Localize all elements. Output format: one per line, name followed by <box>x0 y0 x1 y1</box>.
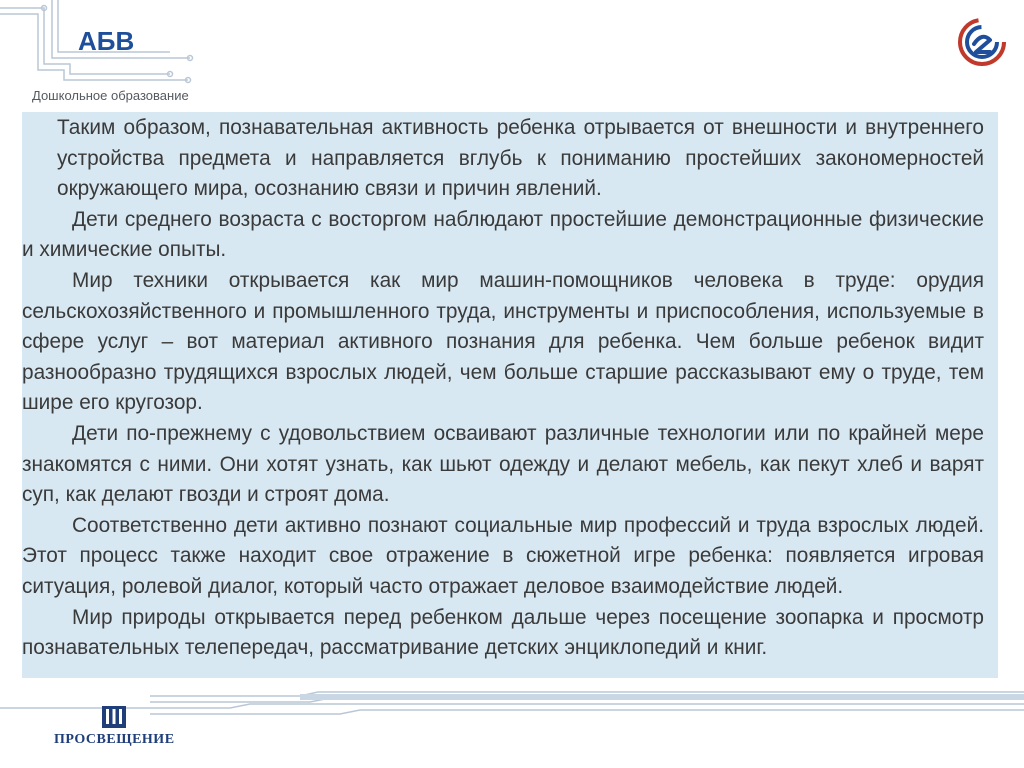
body-text <box>22 113 984 664</box>
paragraph: Дети по-прежнему с удовольствием осваивают различные технологии или по крайней мере знакомятся с ними. Они хотят узнать, как шьют одежду и делают мебель, как пекут хлеб и варят суп, как делают гвозди и строят дома. <box>22 421 984 507</box>
paragraph: Мир техники открывается как мир машин-помощников человека в труде: орудия сельскохозяйственного и промышленного труда, инструменты и приспособления, используемые в сфере услуг – вот материал активного познания для ребенка. Чем больше ребенок видит разнообразно трудящихся взрослых людей, чем больше старшие рассказывают ему о труде, тем шире его кругозор. <box>22 268 984 415</box>
publisher-logo-icon <box>100 704 128 730</box>
emblem-icon <box>954 14 1010 70</box>
paragraph: Дети среднего возраста с восторгом наблюдают простейшие демонстрационные физические и химические опыты. <box>22 207 984 262</box>
brand-subtitle: Дошкольное образование <box>32 88 189 103</box>
paragraph: Соответственно дети активно познают социальные мир профессий и труда взрослых людей. Этот процесс также находит свое отражение в сюжетной игре ребенка: появляется игровая ситуация, ролевой диалог, который часто отражает деловое взаимодействие людей. <box>22 513 984 598</box>
paragraph: Мир природы открывается перед ребенком дальше через посещение зоопарка и просмотр познавательных телепередач, рассматривание детских энциклопедий и книг. <box>22 605 984 660</box>
paragraph: Таким образом, познавательная активность ребенка отрывается от внешности и внутреннего устройства предмета и направляется вглубь к пониманию простейших закономерностей окружающего мира, осознанию связи и причин явлений. <box>57 116 984 201</box>
brand-logo-text: АБВ <box>78 26 135 56</box>
footer-decoration <box>0 690 1024 730</box>
publisher-name: ПРОСВЕЩЕНИЕ <box>54 732 175 747</box>
